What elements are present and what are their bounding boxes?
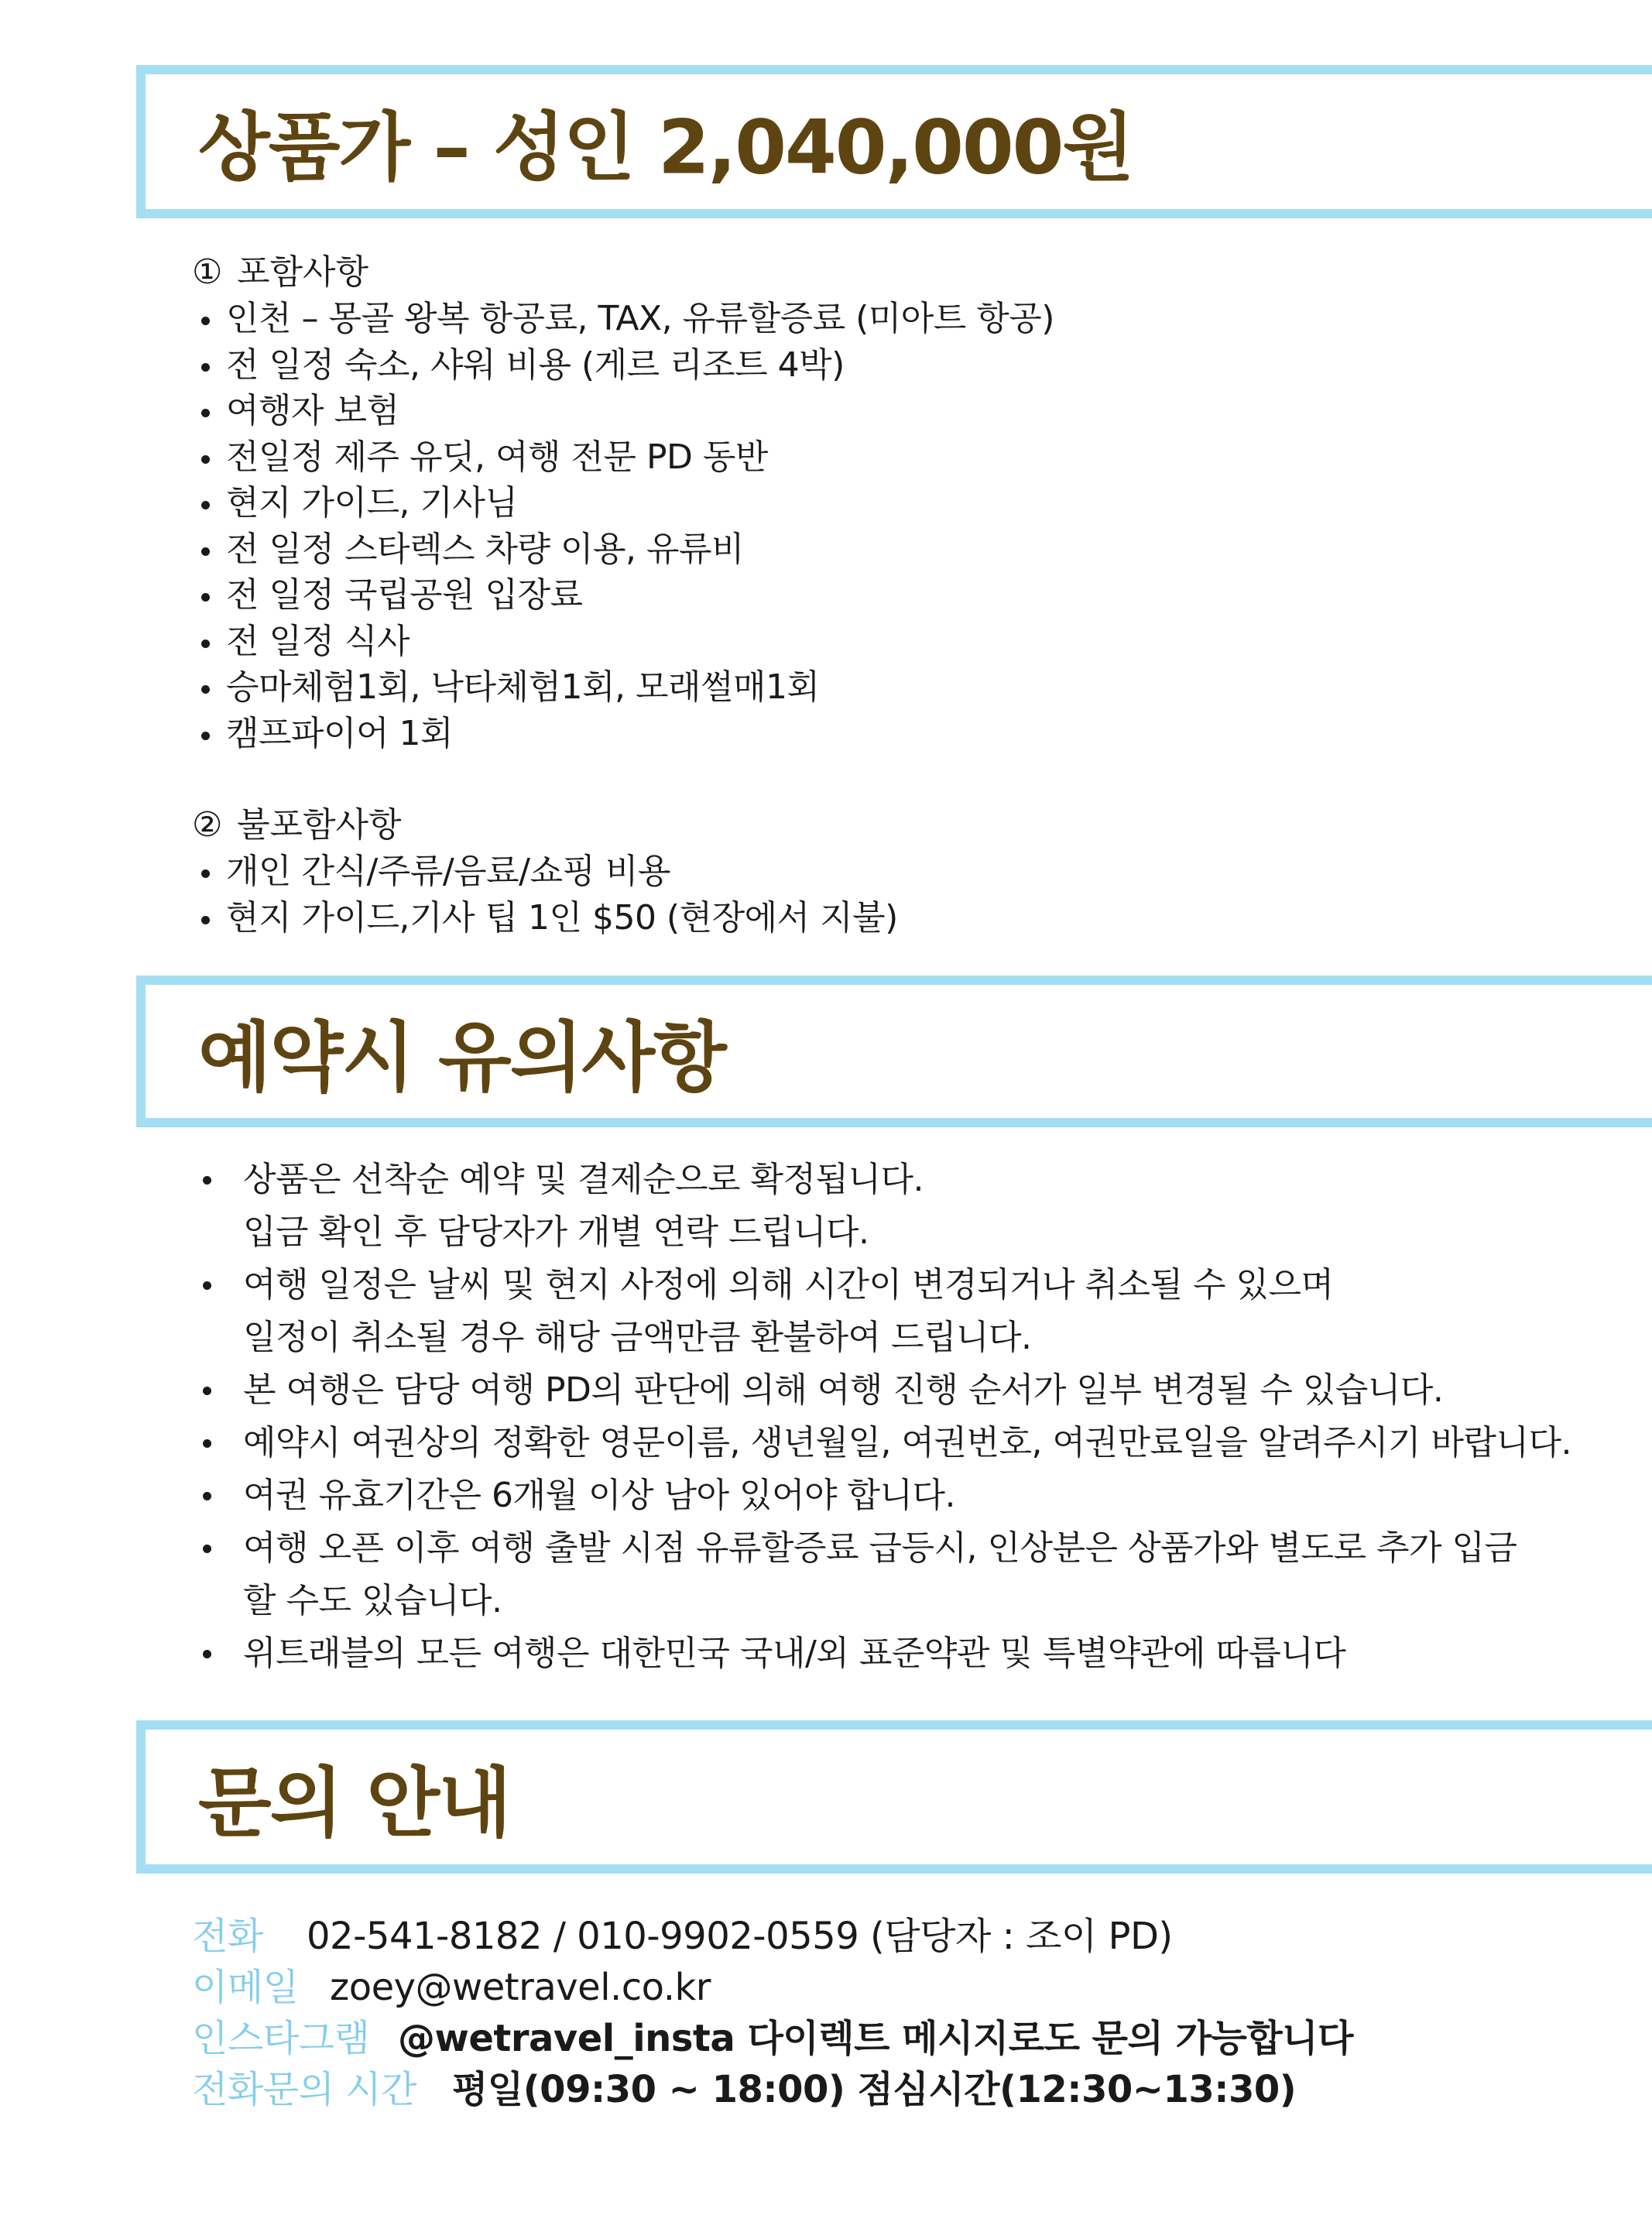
contact-header-box (136, 1720, 1652, 1874)
note-item (200, 1259, 1571, 1364)
excluded-number: ② (192, 805, 223, 845)
notes-list (200, 1154, 1571, 1680)
note-line: 상품은 선착순 예약 및 결제순으로 확정됩니다. (243, 1160, 924, 1199)
hours-label: 전화문의 시간 (192, 2068, 416, 2111)
phone-value[interactable]: 02-541-8182 / 010-9902-0559 (담당자 : 조이 PD) (307, 1915, 1173, 1958)
note-line: 위트래블의 모든 여행은 대한민국 국내/외 표준약관 및 특별약관에 따릅니다 (243, 1634, 1346, 1673)
note-line: 여행 오픈 이후 여행 출발 시점 유류할증료 급등시, 인상분은 상품가와 별도로 추가 입금 (243, 1528, 1517, 1568)
included-number: ① (192, 252, 223, 292)
excluded-list (192, 849, 898, 941)
list-item: 전 일정 식사 (192, 619, 1054, 665)
contact-phone-row (192, 1911, 1353, 1962)
list-item: 승마체험1회, 낙타체험1회, 모래썰매1회 (192, 664, 1054, 711)
price-title: 상품가 – 성인 2,040,000원 (198, 104, 1133, 191)
list-item: 전일정 제주 유딧, 여행 전문 PD 동반 (192, 434, 1054, 481)
included-block (192, 249, 1054, 756)
contact-block (192, 1911, 1353, 2115)
contact-title: 문의 안내 (198, 1759, 510, 1848)
note-item (200, 1154, 1571, 1259)
excluded-heading (192, 802, 898, 849)
hours-value: 평일(09:30 ~ 18:00) 점심시간(12:30~13:30) (452, 2068, 1297, 2111)
notes-title: 예약시 유의사항 (198, 1013, 725, 1102)
note-item (200, 1417, 1571, 1469)
instagram-label: 인스타그램 (192, 2017, 370, 2060)
notes-block (200, 1154, 1571, 1680)
list-item: 전 일정 숙소, 샤워 비용 (게르 리조트 4박) (192, 342, 1054, 389)
price-header-box (136, 65, 1652, 218)
note-item (200, 1469, 1571, 1522)
note-line: 여행 일정은 날씨 및 현지 사정에 의해 시간이 변경되거나 취소될 수 있으며 (243, 1265, 1334, 1305)
excluded-block (192, 802, 898, 941)
list-item: 인천 – 몽골 왕복 항공료, TAX, 유류할증료 (미아트 항공) (192, 296, 1054, 342)
list-item: 여행자 보험 (192, 388, 1054, 434)
list-item: 전 일정 국립공원 입장료 (192, 572, 1054, 619)
list-item: 현지 가이드, 기사님 (192, 480, 1054, 526)
included-list (192, 296, 1054, 756)
note-item (200, 1627, 1571, 1680)
email-label: 이메일 (192, 1966, 299, 2009)
list-item: 전 일정 스타렉스 차량 이용, 유류비 (192, 526, 1054, 573)
contact-email-row (192, 1962, 1353, 2013)
included-heading-label: 포함사항 (237, 252, 369, 292)
list-item: 현지 가이드,기사 팁 1인 $50 (현장에서 지불) (192, 895, 898, 941)
notes-header-box (136, 976, 1652, 1127)
note-item (200, 1522, 1571, 1627)
email-value[interactable]: zoey@wetravel.co.kr (330, 1966, 711, 2009)
note-line: 일정이 취소될 경우 해당 금액만큼 환불하여 드립니다. (243, 1318, 1032, 1357)
list-item: 캠프파이어 1회 (192, 711, 1054, 757)
list-item: 개인 간식/주류/음료/쇼핑 비용 (192, 849, 898, 895)
note-line: 여권 유효기간은 6개월 이상 남아 있어야 합니다. (243, 1476, 955, 1515)
included-heading (192, 249, 1054, 296)
excluded-heading-label: 불포함사항 (237, 805, 402, 845)
contact-instagram-row (192, 2013, 1353, 2064)
note-line: 예약시 여권상의 정확한 영문이름, 생년월일, 여권번호, 여권만료일을 알려주시기 바랍니다. (243, 1423, 1571, 1462)
note-line: 입금 확인 후 담당자가 개별 연락 드립니다. (243, 1212, 869, 1252)
contact-hours-row (192, 2064, 1353, 2115)
note-line: 할 수도 있습니다. (243, 1581, 502, 1620)
note-line: 본 여행은 담당 여행 PD의 판단에 의해 여행 진행 순서가 일부 변경될 수 있습니다. (243, 1370, 1444, 1410)
note-item (200, 1364, 1571, 1417)
instagram-value[interactable]: @wetravel_insta 다이렉트 메시지로도 문의 가능합니다 (398, 2017, 1353, 2060)
phone-label: 전화 (192, 1915, 263, 1958)
